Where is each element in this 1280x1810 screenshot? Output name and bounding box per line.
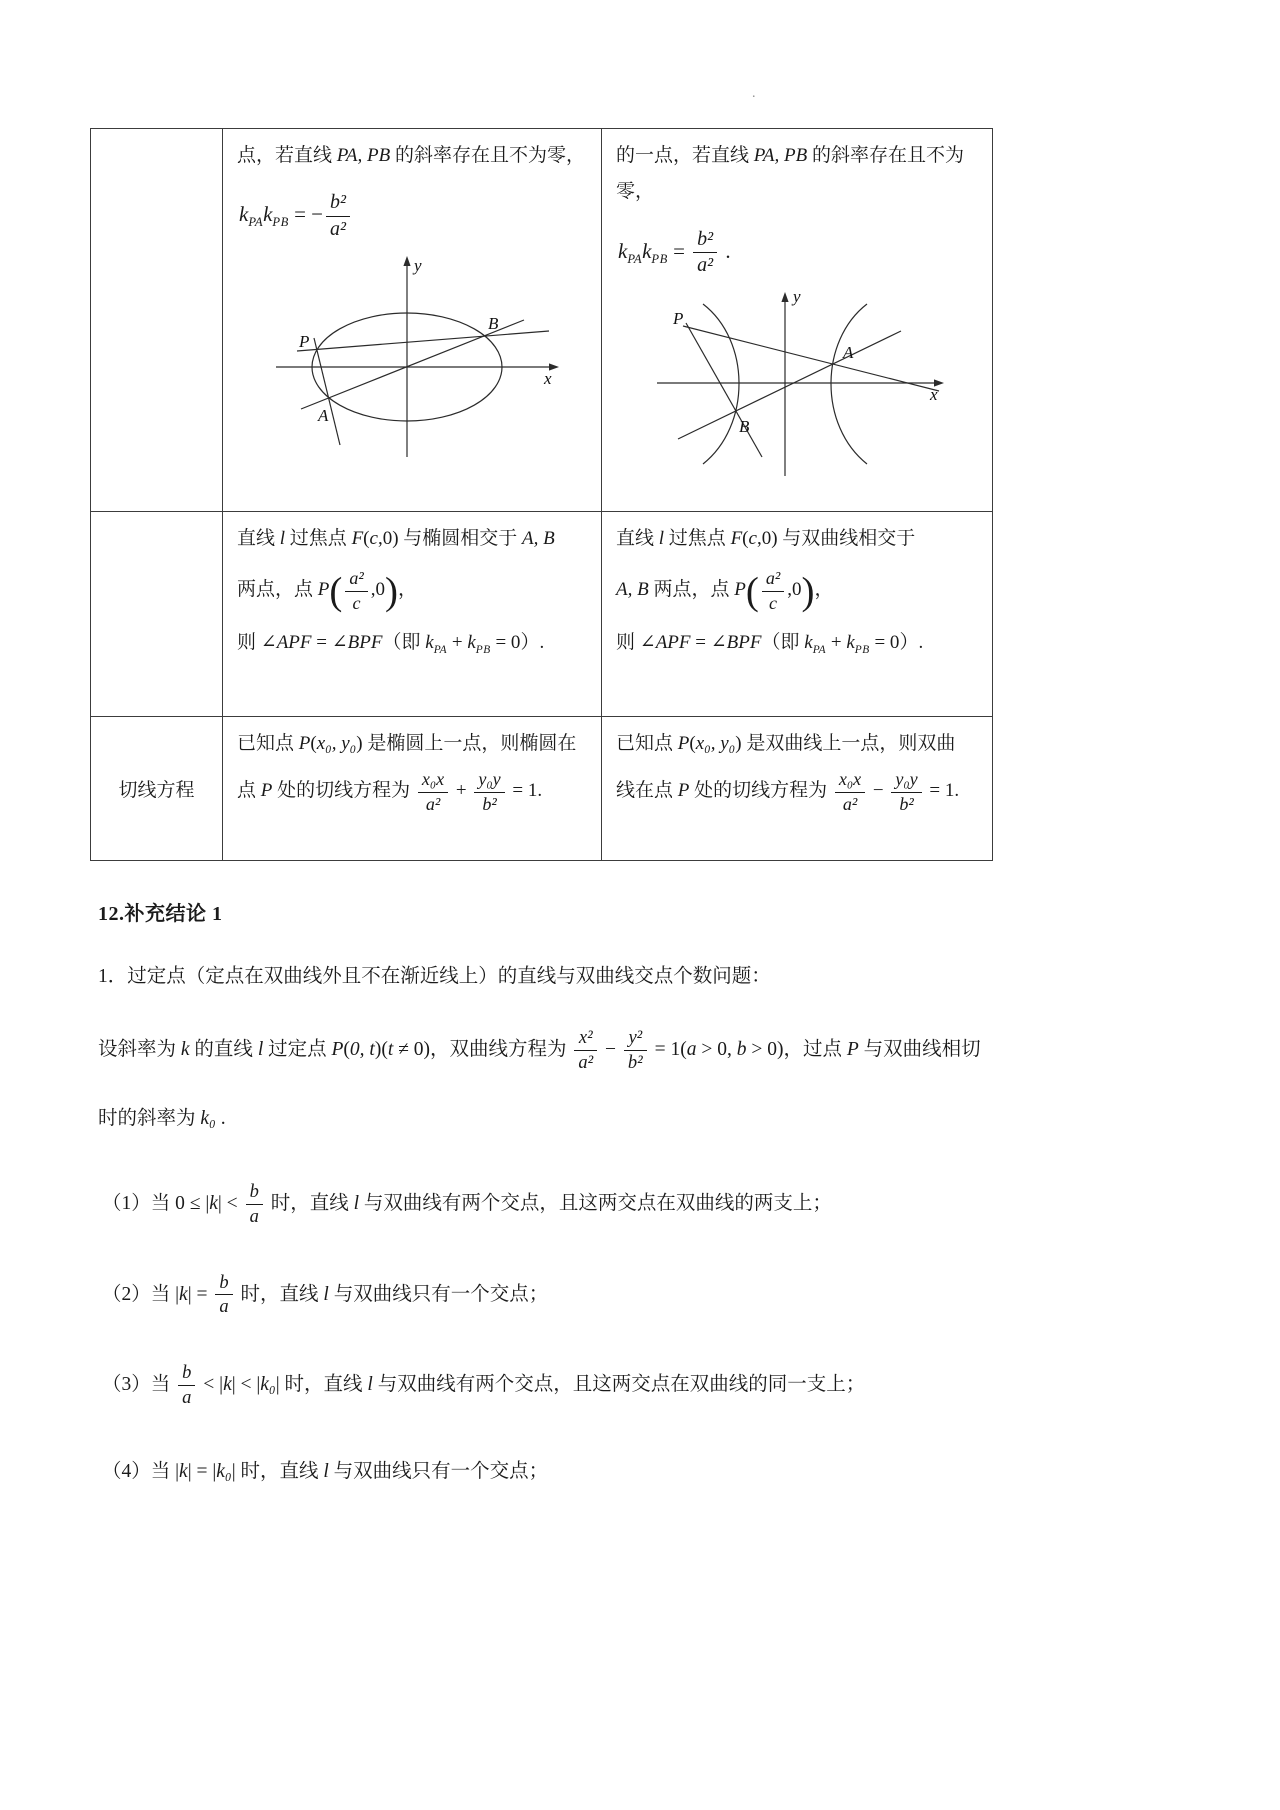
fraction-numerator: y₀y	[891, 769, 921, 792]
y-axis-arrow	[781, 292, 788, 302]
math-roman: | = |	[187, 1460, 217, 1482]
big-paren: (	[745, 569, 759, 613]
math-roman: ,0	[787, 579, 802, 601]
cell-text-line	[616, 524, 980, 554]
math-italic: P	[677, 733, 690, 754]
math-italic: k₀	[216, 1460, 232, 1482]
math-italic: k	[804, 631, 813, 653]
table-row-tangent-equation	[91, 717, 993, 861]
math-roman: | < |	[231, 1374, 261, 1396]
fraction-numerator: y₀y	[474, 769, 504, 792]
text-run: ）.	[899, 631, 924, 653]
text-run: 两点，点	[237, 579, 318, 601]
math-roman: = 0	[490, 631, 521, 653]
math-roman: = ∠	[690, 631, 727, 653]
fraction	[326, 191, 350, 241]
case-line-2	[98, 1272, 1178, 1319]
math-roman: = −	[288, 202, 323, 227]
math-roman: )(	[374, 1038, 388, 1060]
text-run: 已知点	[237, 733, 299, 754]
cell-text-line	[237, 769, 589, 815]
text-run: （4）当	[102, 1460, 176, 1482]
cell-text-line	[237, 729, 589, 759]
slope-product-formula-hyperbola	[618, 228, 980, 278]
y-axis-label: y	[414, 256, 422, 276]
text-run: 时，直线	[279, 1374, 368, 1396]
subscript: PA	[433, 643, 448, 656]
math-italic: P	[331, 1038, 344, 1060]
math-italic: F	[351, 528, 364, 549]
math-italic: k	[618, 238, 628, 263]
math-roman: +	[451, 780, 472, 802]
math-roman: −	[868, 780, 889, 802]
math-roman: = 0	[869, 631, 900, 653]
point-label-p: P	[299, 332, 310, 352]
text-run: 时，直线	[265, 1192, 354, 1214]
math-italic: k	[263, 202, 273, 227]
math-italic: k	[179, 1283, 188, 1305]
fraction	[762, 568, 784, 614]
fraction-denominator: c	[352, 592, 361, 613]
math-roman: > 0,	[696, 1038, 737, 1060]
stray-dot: .	[752, 86, 756, 101]
math-italic: k₀	[200, 1107, 216, 1129]
math-italic: P	[260, 780, 273, 802]
fraction-denominator: a	[249, 1205, 259, 1227]
math-italic: BPF	[347, 631, 383, 653]
text-run: 的斜率存在且不为	[807, 145, 965, 166]
math-italic: l	[658, 528, 665, 549]
fraction	[891, 769, 921, 815]
page-content	[90, 128, 1192, 1490]
case-line-3	[98, 1362, 1178, 1409]
ellipse-tangent-cell	[223, 717, 602, 861]
math-roman: ,0)	[756, 528, 778, 549]
row2-label-cell	[91, 512, 223, 717]
math-italic: k	[179, 1460, 188, 1482]
math-roman: |	[175, 1460, 180, 1482]
cell-text-line	[237, 568, 589, 614]
cell-text-line	[616, 141, 980, 171]
point-label-b: B	[739, 416, 750, 436]
math-italic: c	[369, 528, 378, 549]
fraction-denominator: a²	[697, 254, 714, 277]
text-run: 1．过定点（定点在双曲线外且不在渐近线上）的直线与双曲线交点个数问题：	[98, 966, 771, 987]
math-italic: 0, t	[349, 1038, 375, 1060]
x-axis-label: x	[930, 384, 938, 404]
subscript: PA	[812, 643, 827, 656]
point-label-a: A	[318, 406, 329, 426]
math-roman: +	[826, 631, 847, 653]
math-italic: A, B	[522, 528, 555, 549]
text-run: 的一点，若直线	[616, 145, 754, 166]
math-italic: t	[387, 1038, 394, 1060]
text-run: ）.	[520, 631, 545, 653]
fraction-denominator: b²	[627, 1051, 643, 1073]
chord-pb-line	[297, 331, 549, 351]
math-italic: x₀, y₀	[695, 733, 736, 754]
text-run: 与双曲线只有一个交点；	[328, 1460, 549, 1482]
math-italic: l	[279, 528, 286, 549]
fraction-denominator: a²	[330, 217, 346, 240]
big-paren: )	[801, 569, 815, 613]
text-run: （即	[382, 631, 426, 653]
y-axis-arrow	[403, 256, 410, 266]
fraction-denominator: c	[769, 592, 778, 613]
conic-properties-table	[90, 128, 993, 861]
math-italic: k	[180, 1038, 190, 1060]
text-run: ，双曲线方程为	[429, 1038, 572, 1060]
math-roman: +	[447, 631, 468, 653]
math-roman: (	[742, 528, 749, 549]
math-italic: P	[298, 733, 311, 754]
hyperbola-diagram	[647, 286, 949, 484]
math-roman: −	[600, 1038, 621, 1060]
fraction-denominator: a²	[842, 793, 858, 814]
math-roman: 0 ≤ |	[175, 1192, 210, 1214]
fraction-numerator: b	[215, 1272, 232, 1296]
math-roman: = 1.	[507, 780, 543, 802]
math-roman: | =	[187, 1283, 213, 1305]
math-roman: = 1(	[649, 1038, 687, 1060]
ellipse-slope-cell	[223, 129, 602, 512]
hyperbola-focal-cell	[602, 512, 993, 717]
math-roman: =	[667, 238, 691, 263]
y-axis-label: y	[793, 286, 801, 306]
text-run: （即	[761, 631, 805, 653]
case-line-4	[98, 1453, 1178, 1490]
fraction-numerator: b	[246, 1181, 263, 1205]
note-item-title	[98, 958, 1178, 995]
fraction	[215, 1272, 232, 1319]
fraction-denominator: b²	[899, 793, 914, 814]
fraction-denominator: a²	[578, 1051, 594, 1073]
math-roman: .	[215, 1107, 226, 1129]
text-run: 与双曲线只有一个交点；	[328, 1283, 549, 1305]
text-run: 的斜率存在且不为零，	[390, 145, 586, 166]
math-italic: k	[642, 238, 652, 263]
text-run: 已知点	[616, 733, 678, 754]
point-label-p: P	[673, 308, 684, 328]
math-italic: F	[730, 528, 743, 549]
text-run: 过定点	[263, 1038, 332, 1060]
math-italic: l	[257, 1038, 264, 1060]
text-run: 与双曲线相切	[858, 1038, 981, 1060]
fraction	[246, 1181, 263, 1228]
text-run: （2）当	[102, 1283, 176, 1305]
text-run: 处的切线方程为	[272, 780, 415, 802]
math-roman: > 0)	[746, 1038, 784, 1060]
math-italic: l	[367, 1374, 373, 1396]
fraction	[693, 228, 717, 278]
fraction-numerator: x₀x	[418, 769, 448, 792]
text-run: 与双曲线相交于	[777, 528, 916, 549]
text-run: 与椭圆相交于	[398, 528, 523, 549]
fraction-numerator: a²	[345, 568, 367, 591]
text-run: 直线	[237, 528, 280, 549]
fraction-numerator: y²	[624, 1027, 647, 1051]
chord-ab-line	[301, 320, 524, 409]
fraction-numerator: a²	[762, 568, 784, 591]
math-roman: ,0	[370, 579, 386, 601]
text-run: ，	[814, 579, 834, 601]
text-run: 点	[237, 780, 261, 802]
text-run: 时的斜率为	[98, 1107, 201, 1129]
text-run: 设斜率为	[98, 1038, 181, 1060]
math-roman: |	[231, 1460, 236, 1482]
row3-label-cell: 切线方程	[91, 717, 223, 861]
text-run: ，过点	[783, 1038, 847, 1060]
ellipse-diagram	[262, 249, 564, 461]
fraction-denominator: a²	[425, 793, 441, 814]
text-run: 时，直线	[235, 1283, 324, 1305]
table-row-slope-product	[91, 129, 993, 512]
x-axis-label: x	[544, 369, 552, 389]
ellipse-focal-cell	[223, 512, 602, 717]
fraction-numerator: b²	[326, 191, 350, 217]
math-italic: k	[209, 1192, 218, 1214]
hyperbola-tangent-cell	[602, 717, 993, 861]
math-italic: l	[323, 1460, 329, 1482]
cell-text-line	[237, 141, 589, 171]
math-italic: PA, PB	[753, 145, 808, 166]
text-run: 时，直线	[235, 1460, 324, 1482]
math-italic: APF	[276, 631, 312, 653]
hyperbola-right-branch	[831, 304, 867, 464]
subscript: PA	[627, 251, 643, 266]
cell-text-line	[616, 769, 980, 815]
math-roman: )	[735, 733, 742, 754]
math-roman: = 1.	[924, 780, 960, 802]
math-roman: | <	[217, 1192, 243, 1214]
math-roman: |	[175, 1283, 180, 1305]
math-roman: (	[310, 733, 317, 754]
fraction-numerator: b	[178, 1362, 195, 1386]
math-roman: = ∠	[311, 631, 348, 653]
math-italic: k	[467, 631, 476, 653]
math-roman: .	[720, 238, 731, 263]
text-run: 零，	[616, 181, 655, 203]
math-italic: k₀	[260, 1374, 276, 1396]
text-run: 处的切线方程为	[689, 780, 832, 802]
math-roman: |	[275, 1374, 280, 1396]
math-italic: PA, PB	[336, 145, 391, 166]
math-italic: A, B	[616, 579, 649, 601]
subscript: PB	[651, 251, 668, 266]
math-italic: P	[734, 579, 746, 601]
math-italic: k	[846, 631, 855, 653]
text-run: 与双曲线有两个交点，且这两交点在双曲线的同一支上；	[372, 1374, 866, 1396]
math-italic: BPF	[726, 631, 762, 653]
cell-text-line	[616, 729, 980, 759]
text-run: 是椭圆上一点，则椭圆在	[362, 733, 577, 754]
fraction	[345, 568, 367, 614]
math-italic: k	[239, 202, 249, 227]
math-italic: c	[748, 528, 757, 549]
note-item-body-continued	[98, 1100, 1178, 1137]
text-run: 的直线	[189, 1038, 258, 1060]
math-roman: ∠	[639, 631, 656, 653]
chord-pa-line	[314, 338, 340, 445]
text-run: 直线	[616, 528, 659, 549]
math-roman: ∠	[260, 631, 277, 653]
slope-product-formula-ellipse	[239, 191, 589, 241]
math-roman: < |	[198, 1374, 224, 1396]
math-italic: APF	[655, 631, 691, 653]
math-roman: ,0)	[377, 528, 399, 549]
fraction-numerator: x²	[574, 1027, 597, 1051]
fraction	[178, 1362, 195, 1409]
math-italic: P	[846, 1038, 859, 1060]
math-italic: k	[223, 1374, 232, 1396]
cell-text-line	[616, 628, 980, 659]
math-roman: (	[689, 733, 696, 754]
supplementary-notes	[90, 897, 1178, 1490]
text-run: 是双曲线上一点，则双曲	[741, 733, 956, 754]
subscript: PA	[248, 215, 264, 230]
fraction-numerator: b²	[693, 228, 717, 254]
math-italic: k	[425, 631, 434, 653]
fraction	[574, 1027, 597, 1074]
math-italic: a	[686, 1038, 697, 1060]
fraction-denominator: a	[219, 1296, 229, 1318]
fraction	[835, 769, 865, 815]
math-italic: P	[677, 780, 690, 802]
text-run: 则	[237, 631, 261, 653]
fraction	[624, 1027, 647, 1074]
cell-text-line	[616, 177, 980, 207]
math-italic: x₀, y₀	[316, 733, 357, 754]
line-ab	[678, 331, 901, 439]
case-line-1	[98, 1181, 1178, 1228]
big-paren: )	[385, 569, 398, 613]
fraction	[474, 769, 504, 815]
math-roman: (	[343, 1038, 350, 1060]
row1-label-cell	[91, 129, 223, 512]
fraction	[418, 769, 448, 815]
text-run: 与双曲线有两个交点，且这两交点在双曲线的两支上；	[359, 1192, 832, 1214]
fraction-denominator: a	[182, 1387, 192, 1409]
section-heading: 12.补充结论 1	[98, 903, 223, 925]
text-run: （3）当	[102, 1374, 176, 1396]
text-run: 过焦点	[285, 528, 352, 549]
text-run: 过焦点	[664, 528, 731, 549]
math-roman: )	[356, 733, 363, 754]
text-run: 点，若直线	[237, 145, 337, 166]
note-item-body	[98, 1027, 1178, 1074]
fraction-numerator: x₀x	[835, 769, 865, 792]
math-italic: b	[736, 1038, 747, 1060]
math-italic: l	[323, 1283, 329, 1305]
text-run: 两点，点	[648, 579, 735, 601]
point-label-a: A	[843, 342, 854, 362]
text-run: 线在点	[616, 780, 678, 802]
subscript: PB	[854, 643, 870, 656]
text-run: （1）当	[102, 1192, 176, 1214]
math-italic: P	[317, 579, 330, 601]
point-label-b: B	[488, 314, 499, 334]
math-roman: (	[363, 528, 370, 549]
line-pa	[683, 326, 939, 391]
cell-text-line	[237, 628, 589, 659]
subscript: PB	[475, 643, 491, 656]
table-row-focal-chord	[91, 512, 993, 717]
text-run: ，	[397, 579, 417, 601]
text-run: 则	[616, 631, 640, 653]
cell-text-line	[237, 524, 589, 554]
math-roman: ≠ 0)	[393, 1038, 430, 1060]
fraction-denominator: b²	[482, 793, 497, 814]
big-paren: (	[329, 569, 343, 613]
hyperbola-slope-cell	[602, 129, 993, 512]
cell-text-line	[616, 568, 980, 614]
subscript: PB	[272, 215, 289, 230]
math-italic: l	[353, 1192, 360, 1214]
